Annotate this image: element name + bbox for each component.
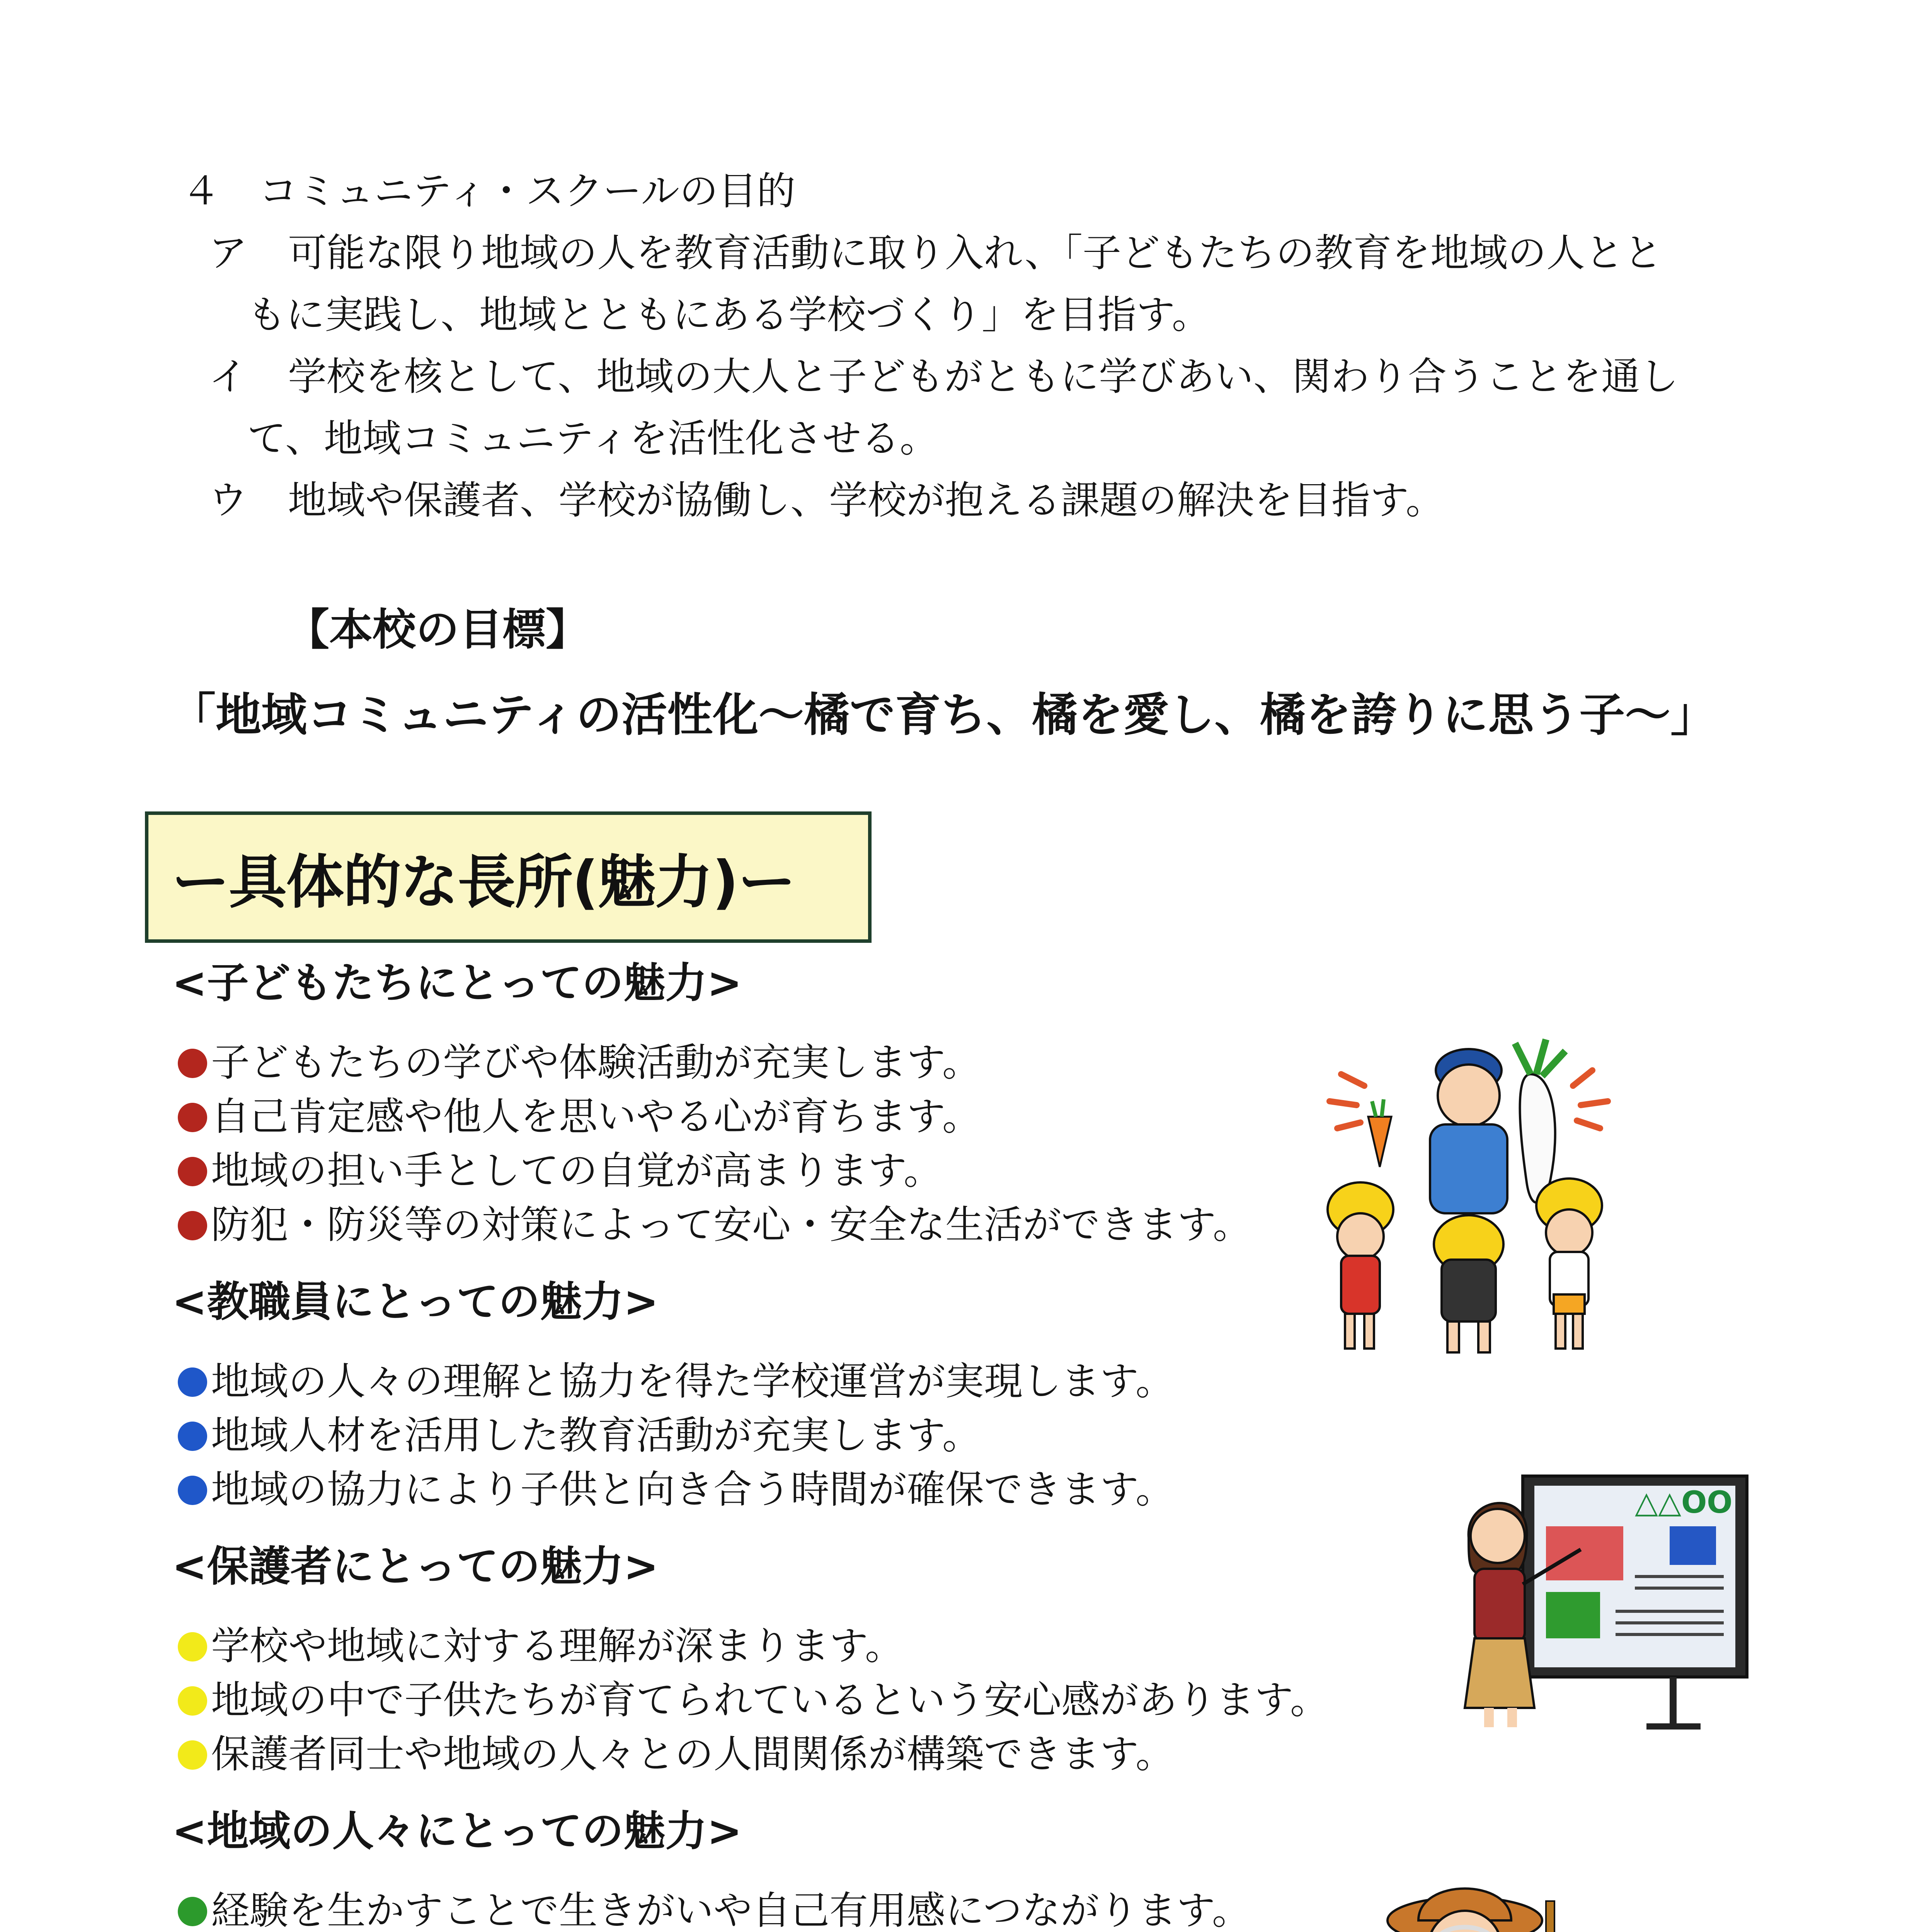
purpose-item-u-mark: ウ	[209, 478, 247, 523]
merit-heading-community: <地域の人々にとっての魅力>	[172, 1807, 742, 1855]
merit-heading-staff: <教職員にとっての魅力>	[172, 1278, 659, 1326]
bullet-dot-red	[178, 1103, 207, 1132]
purpose-item-a-line1: 可能な限り地域の人を教育活動に取り入れ、「子どもたちの教育を地域の人とと	[288, 230, 1662, 276]
illustration-man-with-children	[1314, 1028, 1623, 1356]
merit-heading-children: <子どもたちにとっての魅力>	[172, 959, 742, 1007]
list-item: 地域の中で子供たちが育てられているという安心感があります。	[178, 1673, 1329, 1727]
purpose-item-u-line1: 地域や保護者、学校が協働し、学校が抱える課題の解決を目指す。	[288, 478, 1444, 523]
board-shapes-text: △△OO	[1635, 1485, 1733, 1520]
merits-title: ー具体的な長所(魅力)ー	[172, 849, 795, 916]
bullet-dot-red	[178, 1049, 207, 1078]
purpose-item-i-line1: 学校を核として、地域の大人と子どもがともに学びあい、関わり合うことを通し	[288, 354, 1679, 399]
merits-title-box	[145, 811, 872, 943]
bullet-dot-yellow	[178, 1632, 207, 1662]
list-item: 地域人材を活用した教育活動が充実します。	[178, 1408, 981, 1463]
bullet-dot-yellow	[178, 1686, 207, 1716]
illustration-elderly-farmer	[1376, 1862, 1592, 1932]
purpose-item-a-mark: ア	[209, 230, 247, 276]
list-item: 地域の協力により子供と向き合う時間が確保できます。	[178, 1463, 1174, 1517]
list-item: 地域の担い手としての自覚が高まります。	[178, 1144, 942, 1198]
list-item: 自己肯定感や他人を思いやる心が育ちます。	[178, 1090, 981, 1144]
list-item: 保護者同士や地域の人々との人間関係が構築できます。	[178, 1727, 1174, 1781]
list-item: 地域の人々の理解と協力を得た学校運営が実現します。	[178, 1354, 1174, 1408]
list-item: 子どもたちの学びや体験活動が充実します。	[178, 1036, 981, 1090]
bullet-dot-red	[178, 1157, 207, 1186]
school-goal-text: 「地域コミュニティの活性化～橘で育ち、橘を愛し、橘を誇りに思う子～」	[170, 688, 1716, 742]
purpose-item-a-line2: もに実践し、地域とともにある学校づくり」を目指す。	[247, 292, 1210, 337]
bullet-dot-green	[178, 1897, 207, 1926]
list-item: 防犯・防災等の対策によって安心・安全な生活ができます。	[178, 1198, 1251, 1252]
bullet-dot-blue	[178, 1476, 207, 1505]
list-item: 学校や地域に対する理解が深まります。	[178, 1619, 904, 1673]
purpose-item-i-line2: て、地域コミュニティを活性化させる。	[247, 416, 938, 461]
bullet-dot-yellow	[178, 1740, 207, 1770]
list-item: 経験を生かすことで生きがいや自己有用感につながります。	[178, 1884, 1251, 1932]
bullet-dot-blue	[178, 1367, 207, 1397]
purpose-item-i-mark: イ	[209, 354, 247, 399]
purpose-heading: ４ コミュニティ・スクールの目的	[182, 168, 795, 214]
school-goal-label: 【本校の目標】	[286, 605, 589, 655]
merit-heading-guardians: <保護者にとっての魅力>	[172, 1543, 659, 1591]
bullet-dot-blue	[178, 1422, 207, 1451]
illustration-teacher-with-board	[1453, 1468, 1755, 1739]
bullet-dot-red	[178, 1211, 207, 1240]
